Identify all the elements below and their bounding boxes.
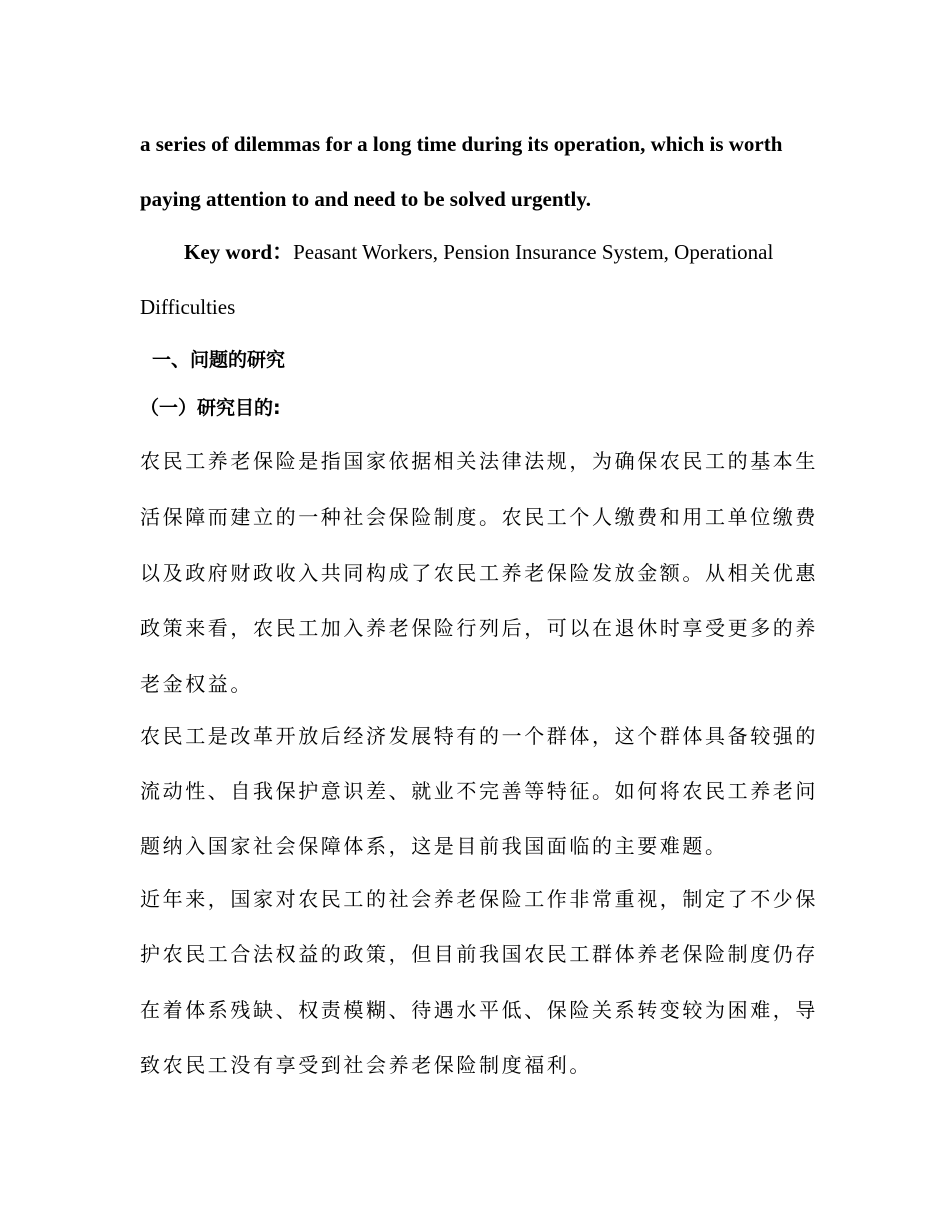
paragraph-line: 以及政府财政收入共同构成了农民工养老保险发放金额。从相关优惠 — [140, 561, 818, 585]
abstract-line: a series of dilemmas for a long time during its operation, which is worth — [140, 132, 783, 156]
paragraph-line: 农民工养老保险是指国家依据相关法律法规，为确保农民工的基本生 — [140, 449, 818, 473]
paragraph-line: 护农民工合法权益的政策，但目前我国农民工群体养老保险制度仍存 — [140, 942, 818, 966]
section-subheading: （一）研究目的: — [140, 397, 281, 419]
paragraph-line: 农民工是改革开放后经济发展特有的一个群体，这个群体具备较强的 — [140, 724, 818, 748]
paragraph-line: 流动性、自我保护意识差、就业不完善等特征。如何将农民工养老问 — [140, 779, 818, 803]
paragraph-line: 活保障而建立的一种社会保险制度。农民工个人缴费和用工单位缴费 — [140, 505, 818, 529]
paragraph-line: 致农民工没有享受到社会养老保险制度福利。 — [140, 1053, 592, 1077]
section-heading: 一、问题的研究 — [152, 349, 286, 371]
keywords-text-continued: Difficulties — [140, 295, 236, 319]
paragraph-line: 近年来，国家对农民工的社会养老保险工作非常重视，制定了不少保 — [140, 887, 818, 911]
paragraph-line: 老金权益。 — [140, 672, 253, 696]
keywords-text: Peasant Workers, Pension Insurance System, Operational — [293, 240, 774, 264]
keywords-label: Key word： — [184, 240, 294, 264]
keywords-line — [184, 238, 773, 266]
paragraph-line: 题纳入国家社会保障体系，这是目前我国面临的主要难题。 — [140, 834, 728, 858]
abstract-line: paying attention to and need to be solved urgently. — [140, 187, 591, 211]
paragraph-line: 在着体系残缺、权责模糊、待遇水平低、保险关系转变较为困难，导 — [140, 998, 818, 1022]
paragraph-line: 政策来看，农民工加入养老保险行列后，可以在退休时享受更多的养 — [140, 616, 818, 640]
